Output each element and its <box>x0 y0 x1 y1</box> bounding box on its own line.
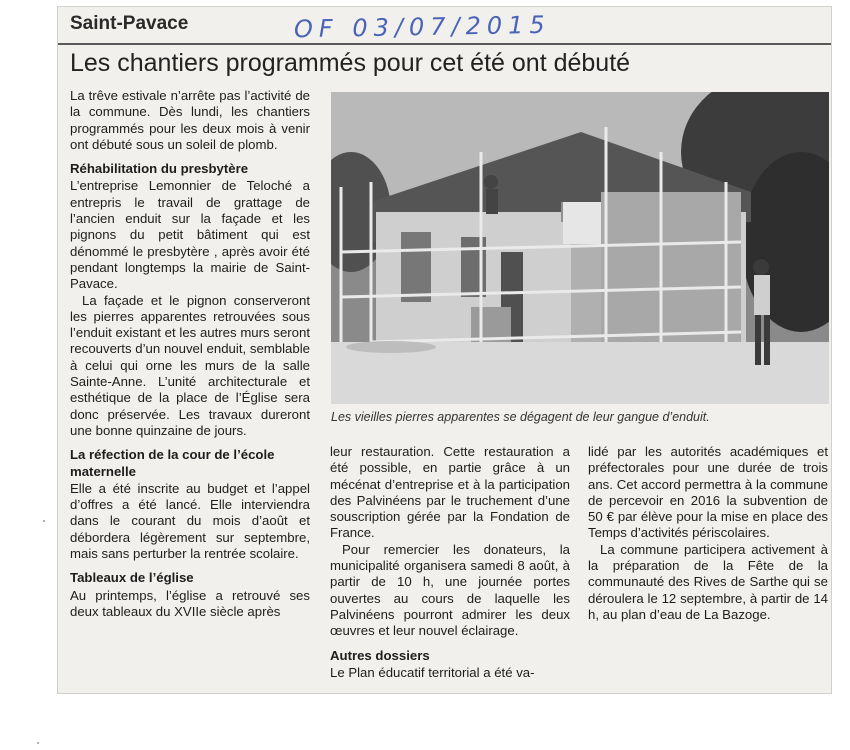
presbytere-paragraph-2: La façade et le pignon conserveront les pierres apparentes retrouvées sous l’enduit existant et les autres murs seront recouverts d’un nouvel enduit, semblable à celui qui orne les murs de la salle Sainte-Anne. L’unité architecturale et esthétique de la place de l’Église sera donc préservée. Les travaux dureront une bonne quinzaine de jours. <box>70 292 310 438</box>
tableaux-paragraph: Au printemps, l’église a retrouvé ses deux tableaux du XVIIe siècle après <box>70 587 310 619</box>
intro-paragraph: La trêve estivale n’arrête pas l’activité de la commune. Dès lundi, les chantiers programmés pour les deux mois à venir ont débuté sous un soleil de plomb. <box>70 88 310 152</box>
scan-speck <box>37 742 39 744</box>
column-right <box>588 444 828 623</box>
article-photo <box>331 92 829 404</box>
pedt-paragraph: lidé par les autorités académiques et préfectorales pour une durée de trois ans. Cet accord permettra à la commune de percevoir en 2016 la subvention de 50 € par élève pour la mise en place des Temps d’activités périscolaires. <box>588 444 828 541</box>
presbytere-heading: Réhabilitation du presbytère <box>70 161 249 177</box>
article-headline: Les chantiers programmés pour cet été ont débuté <box>70 49 631 77</box>
presbytere-scaffolding-photo <box>331 92 829 404</box>
donateurs-paragraph: Pour remercier les donateurs, la municipalité organisera samedi 8 août, à partir de 10 h, une journée portes ouvertes au cours de laquelle les Palvinéens pourront admirer les deux œuvres et leur nouvel éclairage. <box>330 541 570 639</box>
photo-caption: Les vieilles pierres apparentes se dégagent de leur gangue d’enduit. <box>331 410 710 424</box>
autres-dossiers-heading: Autres dossiers <box>330 647 430 663</box>
restauration-paragraph: leur restauration. Cette restauration a été possible, en partie grâce à un mécénat d’entreprise et à la participation des Palvinéens par le truchement d’une souscription gérée par la Fondation de France. <box>330 444 570 541</box>
autres-dossiers-paragraph: Le Plan éducatif territorial a été va- <box>330 664 535 680</box>
ecole-paragraph: Elle a été inscrite au budget et l’appel d’offres a été lancé. Elle interviendra dans le courant du mois d’août et débordera légèrement sur septembre, mais sans perturber la rentrée scolaire. <box>70 480 310 562</box>
section-kicker: Saint-Pavace <box>70 13 189 34</box>
presbytere-paragraph-1: L’entreprise Lemonnier de Teloché a entrepris le travail de grattage de l’ancien enduit sur la façade et les pignons du petit bâtiment qui est dénommé le presbytère , après avoir été pendant longtemps la mairie de Saint-Pavace. <box>70 178 310 292</box>
tableaux-heading: Tableaux de l’église <box>70 570 194 586</box>
ecole-heading: La réfection de la cour de l’école maternelle <box>70 447 275 479</box>
column-left <box>70 88 310 620</box>
newspaper-clipping <box>57 6 832 694</box>
handwritten-date-stamp: OF 03/07/2015 <box>293 10 551 44</box>
kicker-rule <box>58 43 831 45</box>
column-middle <box>330 444 570 681</box>
scan-speck <box>43 520 45 522</box>
fete-paragraph: La commune participera activement à la préparation de la Fête de la communauté des Rives de Sarthe qui se déroulera le 12 septembre, à partir de 14 h, au plan d’eau de La Bazoge. <box>588 541 828 622</box>
